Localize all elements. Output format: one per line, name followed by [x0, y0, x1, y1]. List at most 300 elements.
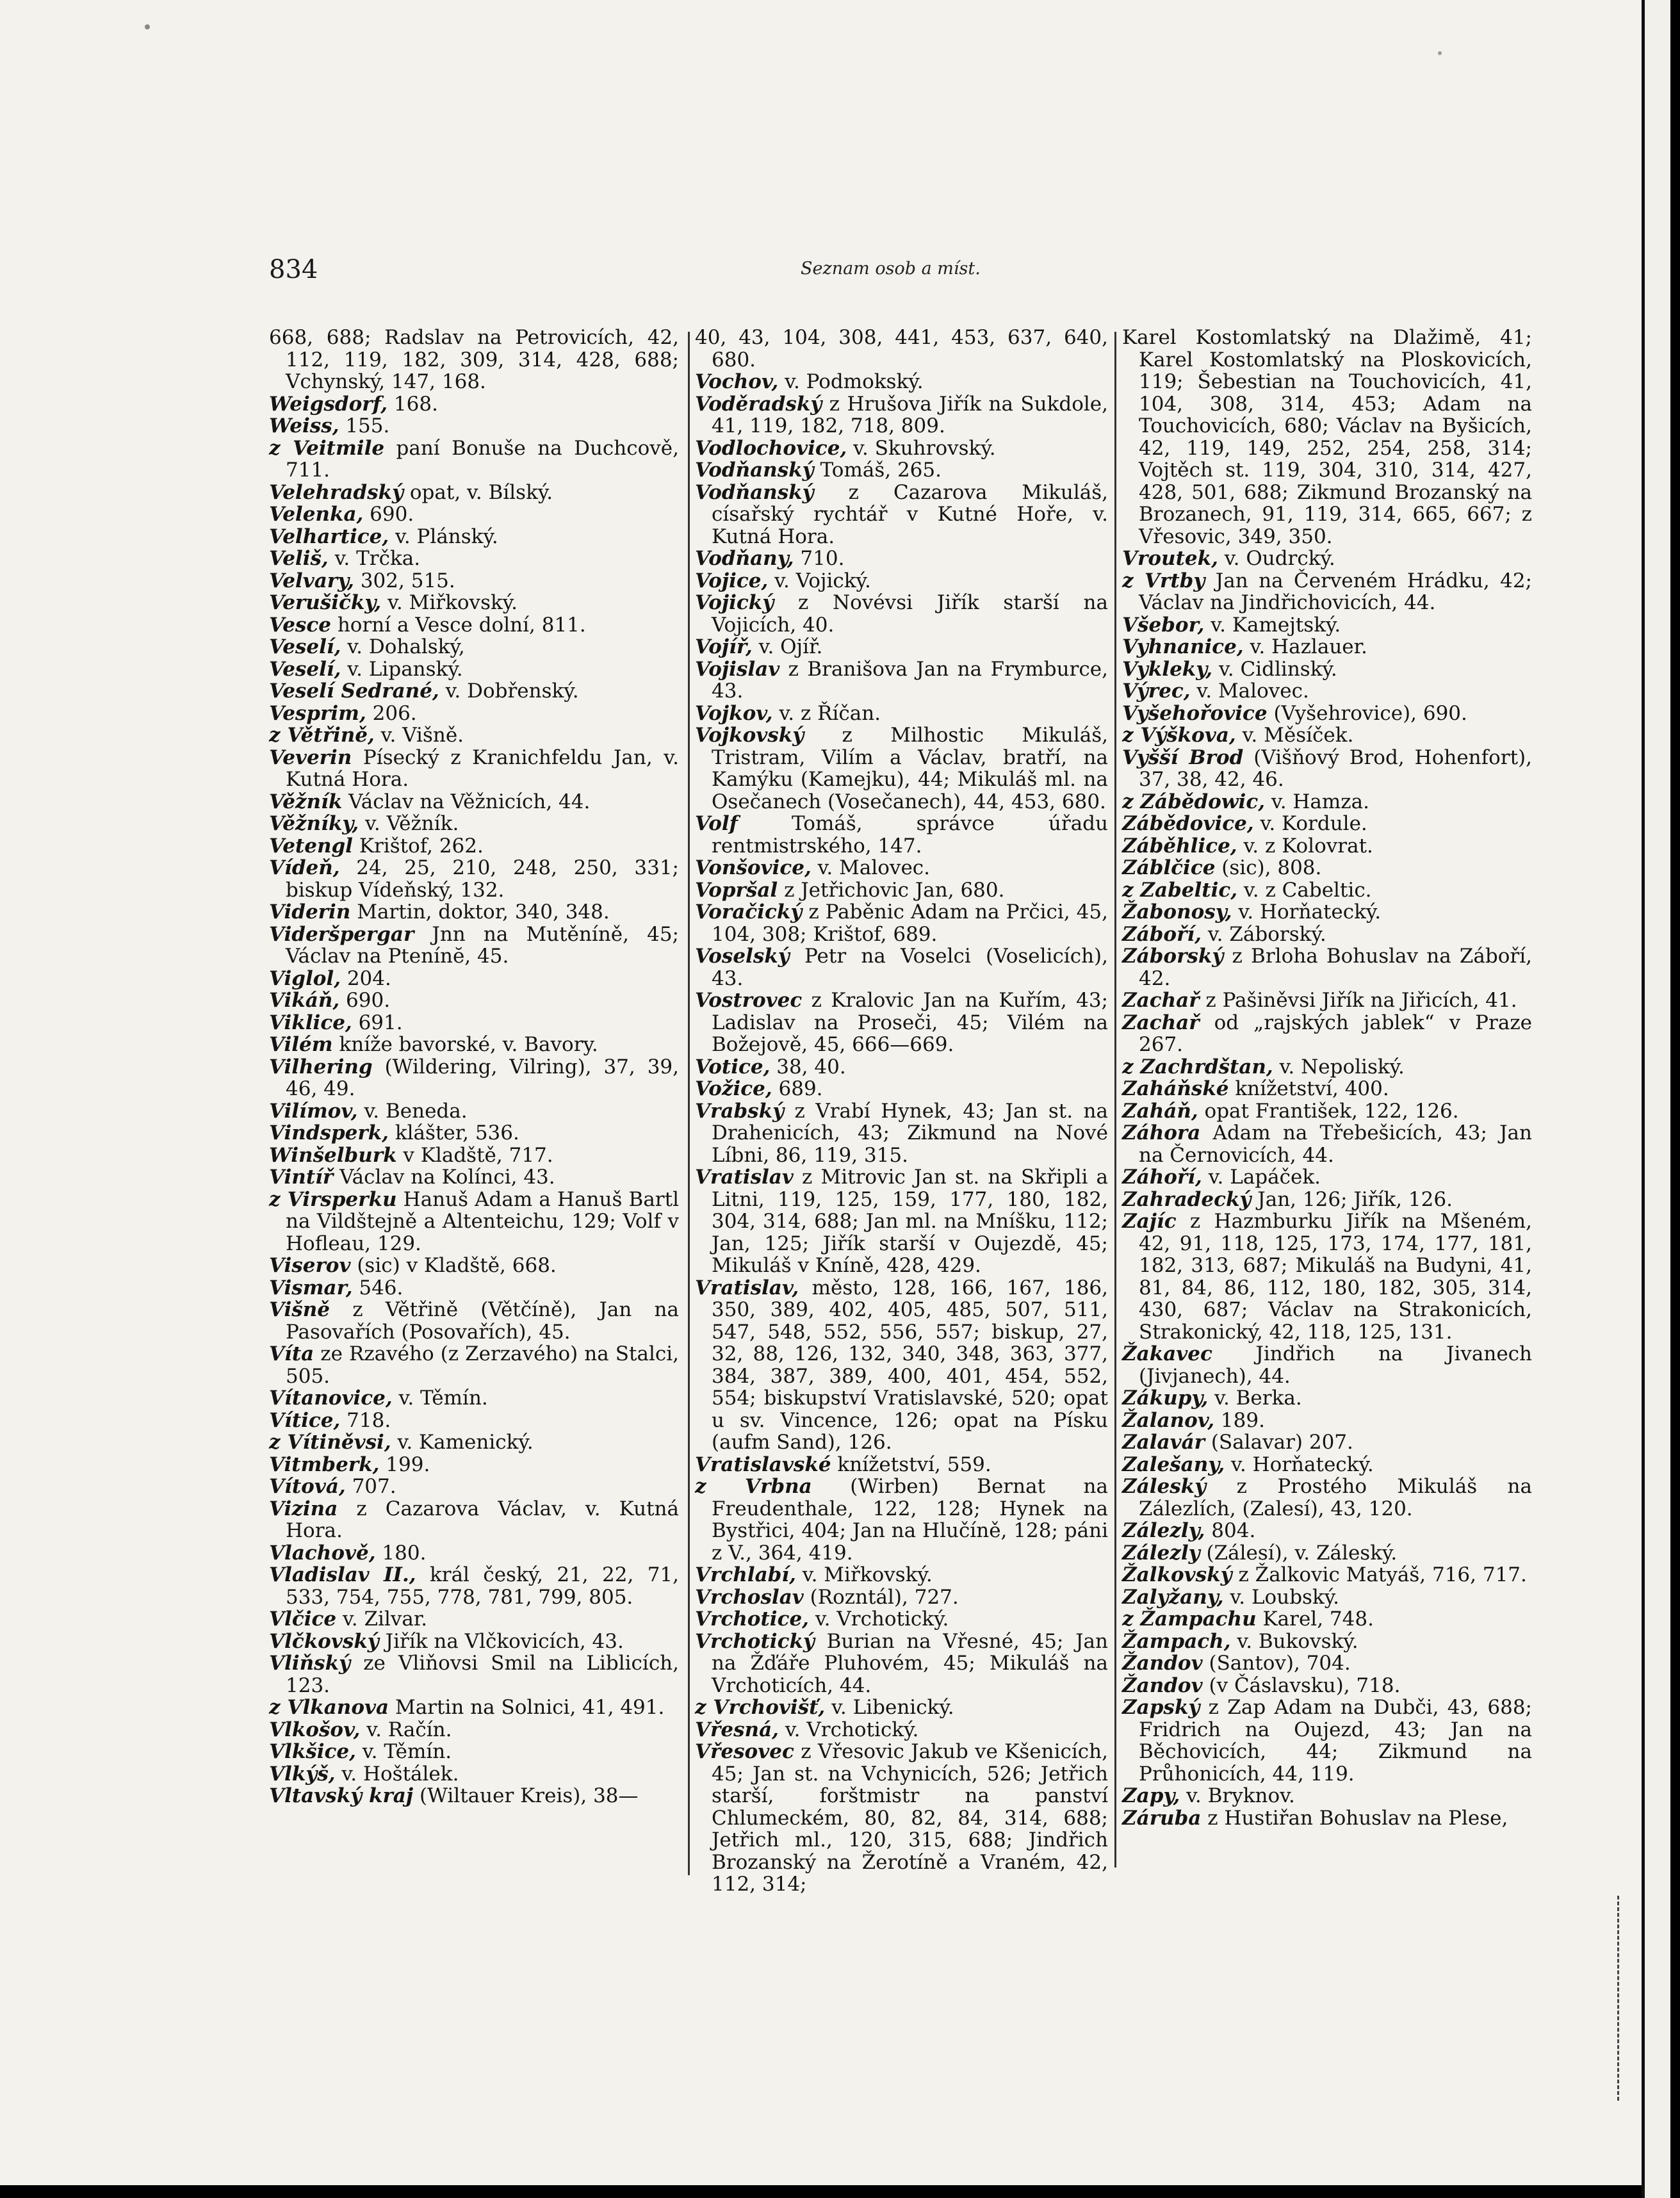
index-entry	[269, 570, 679, 592]
entry-text: v. Vrchotický.	[778, 1718, 919, 1741]
entry-text: v. z Říčan.	[772, 701, 881, 725]
entry-headword: Vrabský	[695, 1099, 785, 1123]
entry-text: ze Rzavého (z Zerzavého) na Stalci, 505.	[286, 1342, 679, 1388]
index-entry	[269, 1741, 679, 1763]
index-entry	[1122, 1586, 1532, 1609]
entry-headword: Vrchotický	[695, 1629, 815, 1653]
index-entry	[1122, 1520, 1532, 1542]
entry-headword: Zaháňské	[1122, 1077, 1229, 1100]
entry-text: v. Hoštálek.	[335, 1762, 459, 1786]
entry-text: 204.	[340, 966, 391, 990]
index-entry	[695, 658, 1108, 703]
index-entry	[269, 636, 679, 658]
entry-headword: Voračický	[695, 900, 803, 924]
ink-speck	[1438, 51, 1442, 55]
entry-text: v. Račín.	[360, 1718, 452, 1741]
entry-headword: z Vlkanova	[269, 1696, 389, 1719]
index-entry	[269, 703, 679, 725]
entry-headword: Zálezly,	[1122, 1519, 1205, 1542]
entry-text: 189.	[1214, 1408, 1265, 1432]
index-entry	[269, 1431, 679, 1454]
entry-text: (Vyšehrovice), 690.	[1267, 701, 1467, 725]
entry-text: 168.	[387, 392, 438, 416]
index-entry	[269, 813, 679, 835]
entry-text: Jiřík na Vlčkovicích, 43.	[379, 1629, 624, 1653]
entry-text: 707.	[345, 1475, 396, 1498]
entry-text: 689.	[772, 1077, 823, 1100]
entry-text: v. Nepoliský.	[1273, 1055, 1405, 1079]
entry-headword: Vídeň,	[269, 856, 340, 879]
entry-text: v. Miřkovský.	[795, 1563, 933, 1586]
index-entry	[269, 415, 679, 437]
index-entry	[1122, 1210, 1532, 1343]
index-entry	[269, 1697, 679, 1719]
entry-text: 180.	[375, 1541, 427, 1565]
entry-headword: Vřesovec	[695, 1740, 794, 1763]
entry-text: z Novévsi Jiřík starší na Vojicích, 40.	[712, 591, 1108, 637]
entry-headword: Vřesná,	[695, 1718, 779, 1741]
entry-text: v. Vrchotický.	[808, 1608, 949, 1631]
entry-headword: Záblčice	[1122, 856, 1216, 879]
index-entry	[695, 1476, 1108, 1564]
entry-headword: Weigsdorf,	[269, 392, 388, 416]
entry-text: v. Kamenický.	[391, 1431, 534, 1454]
entry-headword: z Vrtby	[1122, 569, 1205, 592]
index-entry	[695, 1608, 1108, 1631]
entry-text: 206.	[366, 701, 417, 725]
entry-headword: Vojíř,	[695, 635, 753, 658]
index-entry	[1122, 1785, 1532, 1807]
entry-headword: Vopršal	[695, 878, 778, 902]
index-entry	[1122, 636, 1532, 658]
index-entry	[269, 1100, 679, 1123]
entry-text: z Paběnic Adam na Prčici, 45, 104, 308; Krištof, 689.	[712, 900, 1108, 946]
entry-text: v. Zilvar.	[336, 1608, 428, 1631]
entry-text: ze Vliňovsi Smil na Liblicích, 123.	[286, 1652, 679, 1697]
entry-text: Tomáš, 265.	[813, 459, 942, 482]
entry-text: v. Miřkovský.	[381, 591, 518, 614]
index-entry	[695, 703, 1108, 725]
entry-headword: Vroutek,	[1122, 547, 1218, 570]
index-entry	[695, 1741, 1108, 1896]
entry-headword: Vesce	[269, 613, 331, 637]
entry-headword: Víta	[269, 1342, 314, 1365]
entry-text: z Kralovic Jan na Kuřím, 43; Ladislav na Proseči, 45; Vilém na Božejově, 45, 666—669.	[712, 989, 1108, 1056]
entry-headword: Vindsperk,	[269, 1121, 389, 1144]
index-entry	[269, 614, 679, 637]
entry-text: horní a Vesce dolní, 811.	[330, 613, 586, 637]
entry-headword: z Zábědowic,	[1122, 790, 1265, 813]
index-entry	[1122, 1675, 1532, 1697]
ink-speck	[145, 24, 150, 29]
entry-headword: Vratislavské	[695, 1453, 831, 1476]
index-entry	[269, 747, 679, 791]
entry-text: z Brloha Bohuslav na Záboří, 42.	[1139, 945, 1532, 990]
index-entry	[269, 835, 679, 858]
entry-text: kníže bavorské, v. Bavory.	[332, 1033, 598, 1056]
index-entry	[1122, 1697, 1532, 1785]
index-entry	[269, 1719, 679, 1741]
entry-headword: Žabonosy,	[1122, 900, 1232, 924]
index-entry	[695, 482, 1108, 548]
entry-text: 38, 40.	[770, 1055, 846, 1079]
entry-headword: Vodňany,	[695, 547, 794, 570]
index-entry	[1122, 1454, 1532, 1476]
entry-headword: Zachař	[1122, 989, 1200, 1012]
entry-headword: Žalkovský	[1122, 1563, 1232, 1586]
entry-headword: Vítice,	[269, 1408, 341, 1432]
entry-text: v. Cidlinský.	[1212, 657, 1337, 681]
index-entry	[269, 924, 679, 968]
margin-scribble	[1617, 1896, 1626, 2101]
index-entry	[1122, 901, 1532, 924]
index-entry	[269, 724, 679, 747]
entry-text: v Kladště, 717.	[396, 1143, 553, 1167]
index-entry	[1122, 1410, 1532, 1432]
index-entry	[269, 437, 679, 482]
entry-text: v. Oudrcký.	[1218, 547, 1335, 570]
index-entry	[1122, 1608, 1532, 1631]
index-entry	[269, 548, 679, 570]
index-entry	[1122, 879, 1532, 902]
entry-headword: z Zachrdštan,	[1122, 1055, 1273, 1079]
entry-text: 546.	[352, 1276, 404, 1299]
entry-text: z Žalkovic Matyáš, 716, 717.	[1232, 1563, 1527, 1586]
index-entry	[1122, 1122, 1532, 1166]
entry-headword: Zábědovice,	[1122, 812, 1254, 835]
entry-headword: Zahradecký	[1122, 1187, 1252, 1211]
entry-text: paní Bonuše na Duchcově, 711.	[286, 436, 680, 482]
entry-headword: Žakavec	[1122, 1342, 1212, 1365]
entry-text: z Prostého Mikuláš na Zálezlích, (Zalesí), 43, 120.	[1139, 1475, 1532, 1520]
entry-headword: Zalyžany,	[1122, 1585, 1224, 1609]
index-entry	[1122, 1189, 1532, 1211]
entry-text: v. Trčka.	[328, 547, 421, 570]
index-entry	[1122, 1056, 1532, 1079]
entry-headword: Vojislav	[695, 657, 780, 681]
entry-text: v. Skuhrovský.	[847, 436, 996, 460]
index-entry	[1122, 1343, 1532, 1387]
entry-headword: Zalavár	[1122, 1431, 1205, 1454]
index-entry	[1122, 1431, 1532, 1454]
entry-headword: Věžníky,	[269, 812, 359, 835]
entry-headword: z Žampachu	[1122, 1608, 1257, 1631]
entry-text: v. Měsíček.	[1236, 724, 1354, 747]
entry-headword: Verušičky,	[269, 591, 382, 614]
entry-headword: Vostrovec	[695, 989, 803, 1012]
index-entry	[1122, 724, 1532, 747]
entry-headword: Záleský	[1122, 1475, 1207, 1498]
entry-headword: Vyšší Brod	[1122, 745, 1244, 769]
entry-text: (Wirben) Bernat na Freudenthale, 122, 128; Hynek na Bystřici, 404; Jan na Hlučíně, 128; páni z V., 364, 419.	[712, 1475, 1108, 1565]
index-entry	[1122, 1100, 1532, 1123]
entry-text: z Mitrovic Jan st. na Skřipli a Litni, 119, 125, 159, 177, 180, 182, 304, 314, 688; Jan ml. na Mníšku, 112; Jan, 125; Jiřík starší v Oujezdě, 45; Mikuláš v Kníně, 428, 429.	[712, 1166, 1108, 1277]
entry-text: 40, 43, 104, 308, 441, 453, 637, 640, 680.	[695, 326, 1108, 371]
entry-headword: Vilhering	[269, 1055, 373, 1079]
index-entry	[269, 1652, 679, 1697]
index-entry	[1122, 570, 1532, 614]
entry-text: Jan, 126; Jiřík, 126.	[1251, 1187, 1453, 1211]
entry-text: v. Těmín.	[355, 1740, 452, 1763]
index-entry	[1122, 680, 1532, 703]
index-entry	[1122, 1652, 1532, 1675]
index-column-3	[1122, 327, 1532, 1829]
index-entry	[1122, 989, 1532, 1012]
entry-headword: Višně	[269, 1298, 330, 1321]
index-entry	[695, 857, 1108, 879]
entry-headword: Vintíř	[269, 1166, 334, 1189]
index-entry	[269, 1542, 679, 1565]
entry-text: město, 128, 166, 167, 186, 350, 389, 402, 405, 485, 507, 511, 547, 548, 552, 556, 557; biskup, 27, 32, 88, 126, 132, 340, 348, 363, 377, 384, 387, 389, 400, 401, 454, 552, 554; biskupství Vratislavské, 520; opat u sv. Vincence, 126; opat na Písku (aufm Sand), 126.	[712, 1276, 1108, 1454]
entry-headword: Velhartice,	[269, 525, 389, 548]
entry-headword: Vilém	[269, 1033, 333, 1056]
entry-text: Tomáš, správce úřadu rentmistrského, 147.	[712, 812, 1108, 858]
entry-headword: z Veitmile	[269, 436, 385, 460]
index-entry	[1122, 1078, 1532, 1100]
entry-headword: Vliňský	[269, 1652, 351, 1675]
entry-text: (Rozntál), 727.	[803, 1585, 959, 1609]
index-entry	[695, 1056, 1108, 1079]
entry-headword: Vrchlabí,	[695, 1563, 796, 1586]
index-entry	[269, 1277, 679, 1299]
entry-headword: Zapy,	[1122, 1784, 1180, 1807]
entry-headword: Záhoří,	[1122, 1166, 1202, 1189]
index-entry	[1122, 1631, 1532, 1653]
entry-text: knížetství, 559.	[831, 1453, 991, 1476]
entry-text: z Hazmburku Jiřík na Mšeném, 42, 91, 118, 125, 173, 174, 177, 181, 182, 313, 687; Mikuláš na Budyni, 41, 81, 84, 86, 112, 180, 182, 305, 314, 430, 687; Václav na Strakonicích, Strakonický, 42, 118, 125, 131.	[1139, 1210, 1532, 1344]
entry-headword: Žampach,	[1122, 1629, 1231, 1653]
index-entry	[695, 724, 1108, 813]
entry-headword: Viklice,	[269, 1011, 352, 1034]
entry-headword: z Virsperku	[269, 1187, 397, 1211]
entry-headword: Vilímov,	[269, 1099, 358, 1123]
entry-text: 155.	[339, 414, 390, 437]
entry-text: opat František, 122, 126.	[1198, 1099, 1459, 1123]
entry-headword: Voděradský	[695, 392, 822, 416]
entry-text: z Větřině (Větčíně), Jan na Pasovařích (Posovařích), 45.	[286, 1298, 679, 1344]
entry-headword: Veliš,	[269, 547, 329, 570]
entry-headword: Zapský	[1122, 1696, 1200, 1719]
index-entry	[1122, 1564, 1532, 1586]
entry-text: (Wildering, Vilring), 37, 39, 46, 49.	[286, 1055, 679, 1100]
entry-headword: Vratislav,	[695, 1276, 799, 1299]
index-entry	[269, 1387, 679, 1410]
entry-text: v. Malovec.	[811, 856, 931, 879]
adjacent-page-edge	[1645, 0, 1670, 2198]
entry-headword: Záběhlice,	[1122, 834, 1237, 858]
entry-headword: Vonšovice,	[695, 856, 811, 879]
entry-headword: Vodňanský	[695, 459, 814, 482]
entry-headword: Žandov	[1122, 1652, 1203, 1675]
index-entry	[1122, 548, 1532, 570]
entry-text: z Milhostic Mikuláš, Tristram, Vilím a Václav, bratří, na Kamýku (Kamejku), 44; Mikuláš ml. na Osečanech (Vosečanech), 44, 453, 680.	[712, 724, 1108, 813]
entry-text: v. Ojíř.	[752, 635, 823, 658]
entry-headword: Vyšehořovice	[1122, 701, 1268, 725]
index-entry	[1122, 857, 1532, 879]
entry-headword: Vrchotice,	[695, 1608, 809, 1631]
entry-text: v. Lapáček.	[1202, 1166, 1321, 1189]
entry-headword: Weiss,	[269, 414, 339, 437]
entry-text: Adam na Třebešicích, 43; Jan na Černovicích, 44.	[1139, 1121, 1532, 1167]
index-entry	[269, 503, 679, 526]
entry-headword: Vítanovice,	[269, 1387, 393, 1410]
index-entry	[695, 1586, 1108, 1609]
index-entry	[269, 680, 679, 703]
index-entry	[695, 813, 1108, 857]
index-entry	[695, 1277, 1108, 1454]
index-entry	[269, 1476, 679, 1498]
entry-headword: Vltavský kraj	[269, 1784, 414, 1807]
entry-headword: Vodňanský	[695, 480, 814, 504]
entry-text: v. Kamejtský.	[1204, 613, 1341, 637]
entry-headword: Votice,	[695, 1055, 771, 1079]
entry-headword: Vykleky,	[1122, 657, 1213, 681]
entry-headword: Vyhnanice,	[1122, 635, 1244, 658]
index-entry	[269, 1056, 679, 1100]
entry-headword: Zalešany,	[1122, 1453, 1225, 1476]
entry-headword: Velehradský	[269, 480, 404, 504]
index-entry	[1122, 327, 1532, 548]
entry-headword: Vladislav II.,	[269, 1563, 416, 1586]
entry-headword: Viderin	[269, 900, 351, 924]
index-entry	[1122, 1012, 1532, 1056]
index-entry	[695, 570, 1108, 592]
index-entry	[695, 879, 1108, 902]
entry-headword: Záboří,	[1122, 922, 1202, 946]
entry-headword: Vojkovský	[695, 724, 804, 747]
index-entry	[695, 1697, 1108, 1719]
index-entry	[1122, 658, 1532, 681]
entry-headword: Vismar,	[269, 1276, 353, 1299]
entry-text: z Cazarova Mikuláš, císařský rychtář v Kutné Hoře, v. Kutná Hora.	[712, 480, 1108, 548]
index-entry	[695, 1100, 1108, 1167]
index-entry	[1122, 924, 1532, 946]
entry-text: v. Plánský.	[389, 525, 498, 548]
entry-text: 718.	[340, 1408, 391, 1432]
entry-headword: Vesprim,	[269, 701, 366, 725]
entry-headword: Vodlochovice,	[695, 436, 847, 460]
entry-headword: Záhora	[1122, 1121, 1201, 1144]
index-entry	[269, 968, 679, 990]
entry-text: v. Kordule.	[1253, 812, 1367, 835]
entry-headword: z Vrbna	[695, 1475, 812, 1498]
index-entry	[695, 548, 1108, 570]
index-entry	[695, 1564, 1108, 1586]
entry-text: v. Beneda.	[357, 1099, 468, 1123]
index-entry	[1122, 813, 1532, 835]
entry-text: z Vrabí Hynek, 43; Jan st. na Drahenicích, 43; Zikmund na Nové Líbni, 86, 119, 315.	[712, 1099, 1108, 1167]
entry-text: v. Záborský.	[1201, 922, 1326, 946]
entry-headword: Vetengl	[269, 834, 353, 858]
entry-text: 691.	[352, 1011, 403, 1034]
entry-headword: z Vrchovišť,	[695, 1696, 826, 1719]
entry-headword: Výrec,	[1122, 680, 1191, 703]
index-entry	[269, 526, 679, 548]
entry-headword: Vizina	[269, 1497, 338, 1520]
entry-text: 199.	[379, 1453, 430, 1476]
index-entry	[269, 901, 679, 924]
column-rule	[688, 332, 690, 1875]
index-entry	[1122, 1807, 1532, 1830]
entry-headword: Vrchoslav	[695, 1585, 804, 1609]
entry-text: z Pašiněvsi Jiřík na Jiřicích, 41.	[1199, 989, 1517, 1012]
entry-text: v. Horňatecký.	[1225, 1453, 1374, 1476]
entry-text: v. Dobřenský.	[439, 680, 579, 703]
entry-headword: Všebor,	[1122, 613, 1205, 637]
index-entry	[695, 1719, 1108, 1741]
entry-text: Krištof, 262.	[352, 834, 484, 858]
entry-headword: Žandov	[1122, 1673, 1203, 1697]
entry-headword: Vítová,	[269, 1475, 346, 1498]
index-entry	[269, 1255, 679, 1277]
index-entry	[1122, 835, 1532, 858]
index-entry	[269, 592, 679, 614]
entry-text: Martin, doktor, 340, 348.	[350, 900, 610, 924]
index-entry	[1122, 945, 1532, 989]
entry-headword: Vikáň,	[269, 989, 340, 1012]
entry-text: (v Čáslavsku), 718.	[1202, 1673, 1401, 1697]
entry-headword: Zachař	[1122, 1011, 1200, 1034]
page-number: 834	[269, 255, 318, 284]
index-entry	[1122, 747, 1532, 791]
index-entry	[269, 1166, 679, 1189]
entry-headword: Vlčice	[269, 1608, 337, 1631]
entry-headword: Volf	[695, 812, 738, 835]
entry-text: Písecký z Kranichfeldu Jan, v. Kutná Hora.	[286, 745, 679, 791]
entry-headword: Vratislav	[695, 1166, 794, 1189]
index-entry	[269, 1012, 679, 1034]
index-entry	[1122, 703, 1532, 725]
entry-text: 24, 25, 210, 248, 250, 331; biskup Vídeňský, 132.	[286, 856, 679, 902]
index-entry	[269, 1122, 679, 1144]
entry-headword: Vlkšice,	[269, 1740, 356, 1763]
index-column-2	[695, 327, 1108, 1896]
entry-headword: Winšelburk	[269, 1143, 397, 1167]
entry-text: v. z Cabeltic.	[1237, 878, 1372, 902]
entry-text: Hanuš Adam a Hanuš Bartl na Vildštejně a Altenteichu, 129; Volf v Hofleau, 129.	[286, 1187, 679, 1255]
entry-headword: Velvary,	[269, 569, 354, 592]
entry-text: v. Podmokský.	[778, 370, 924, 393]
entry-headword: Vojkov,	[695, 701, 773, 725]
entry-headword: Věžník	[269, 790, 343, 813]
index-entry	[1122, 1476, 1532, 1520]
index-entry	[695, 945, 1108, 989]
entry-text: z Vřesovic Jakub ve Kšenicích, 45; Jan st. na Vchynicích, 526; Jetřich starší, forštmistr na panství Chlumeckém, 80, 82, 84, 314, 688; Jetřich ml., 120, 315, 688; Jindřich Brozanský na Žerotíně a Vraném, 42, 112, 314;	[712, 1740, 1108, 1896]
entry-headword: z Vítiněvsi,	[269, 1431, 391, 1454]
entry-text: Jan na Červeném Hrádku, 42; Václav na Jindřichovicích, 44.	[1139, 569, 1532, 614]
entry-text: knížetství, 400.	[1228, 1077, 1389, 1100]
index-entry	[695, 1631, 1108, 1697]
index-entry	[695, 636, 1108, 658]
index-entry	[269, 1763, 679, 1786]
entry-text: Václav na Kolínci, 43.	[333, 1166, 555, 1189]
page-header	[269, 255, 1396, 293]
entry-text: v. Višně.	[374, 724, 464, 747]
entry-headword: Viserov	[269, 1254, 351, 1277]
entry-headword: Veselí,	[269, 657, 341, 681]
index-entry	[695, 592, 1108, 636]
entry-text: 690.	[339, 989, 391, 1012]
entry-text: z Hrušova Jiřík na Sukdole, 41, 119, 182, 718, 809.	[712, 392, 1108, 437]
entry-text: Jindřich na Jivanech (Jivjanech), 44.	[1139, 1342, 1532, 1388]
index-entry	[1122, 614, 1532, 637]
index-entry	[269, 1034, 679, 1056]
index-entry	[269, 1410, 679, 1432]
entry-text: v. Horňatecký.	[1232, 900, 1382, 924]
entry-text: v. Lipanský.	[341, 657, 463, 681]
entry-text: z Jetřichovic Jan, 680.	[778, 878, 1005, 902]
index-entry	[269, 1608, 679, 1631]
